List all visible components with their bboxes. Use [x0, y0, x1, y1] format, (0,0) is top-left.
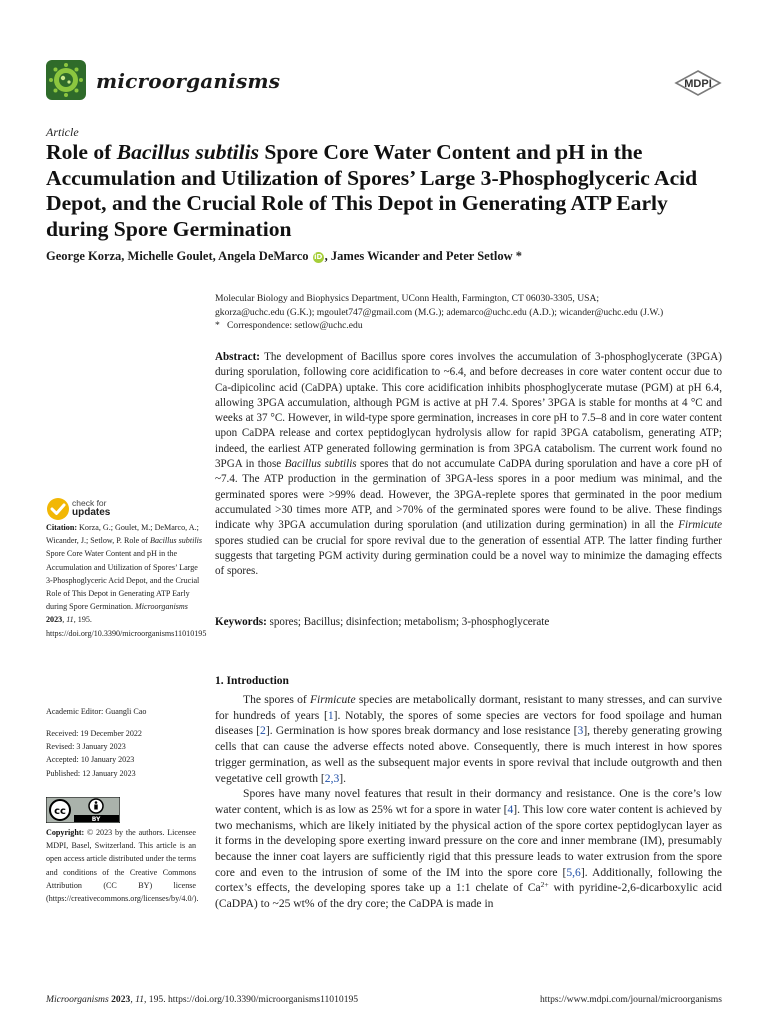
- journal-header: [46, 60, 722, 104]
- copyright-notice: [46, 826, 199, 905]
- superscript: 2+: [540, 880, 549, 890]
- footer-journal-url[interactable]: https://www.mdpi.com/journal/microorganisms: [540, 994, 722, 1005]
- mdpi-logo-text: MDPI: [684, 78, 712, 90]
- authors-text: , James Wicander and Peter Setlow *: [324, 249, 522, 263]
- affiliation-line: Molecular Biology and Biophysics Department, UConn Health, Farmington, CT 06030-3305, USA;: [215, 293, 600, 304]
- text-run: The spores of: [243, 693, 310, 706]
- journal-name: microorganisms: [96, 69, 281, 93]
- check-updates-icon: [46, 497, 70, 521]
- citation-volume: , 11: [62, 615, 74, 625]
- author-emails: gkorza@uchc.edu (G.K.); mgoulet747@gmail.com (M.G.); ademarco@uchc.edu (A.D.); wicander@uchc.edu (J.W.): [215, 306, 664, 318]
- citation-block: [46, 521, 206, 640]
- cc-text: cc: [54, 806, 66, 817]
- citation-journal: Microorganisms: [135, 602, 188, 612]
- text-run: Spores have many novel features that result in their dormancy and resistance. One is the core’s low water content, which is as low as 25% wt for a spore in water [: [215, 787, 722, 816]
- reference-link[interactable]: 5,6: [566, 865, 581, 879]
- date-received: Received: 19 December 2022: [46, 729, 142, 738]
- text-run: ]. Germination is how spores break dormancy and lose resistance [: [265, 724, 578, 738]
- academic-editor: Academic Editor: Guangli Cao: [46, 707, 147, 716]
- reference-link[interactable]: 3: [577, 724, 584, 738]
- mdpi-logo-icon: [674, 70, 722, 96]
- author-list: [46, 249, 522, 264]
- keywords-text: spores; Bacillus; disinfection; metabolism; 3-phosphoglycerate: [266, 616, 550, 628]
- title-species: Bacillus subtilis: [116, 140, 259, 164]
- date-accepted: Accepted: 10 January 2023: [46, 755, 135, 765]
- copyright-text: © 2023 by the authors. Licensee MDPI, Basel, Switzerland. This article is an open access article distributed under the terms and conditions of the Creative Commons Attribution (CC BY) license (https://creativecommons.org/licenses/by/4.0/).: [46, 828, 199, 904]
- abstract-text: spores that do not accumulate CaDPA during sporulation and have a core pH of ~7.4. The ATP production in the germination of 3PGA-less spores in a poor medium was minimal, and the germinated spores were >99% dead. However, the 3PGA-replete spores that germinated in the poor medium accumulated >30 times more ATP, and >70% of the germinated spores were found to be alive. These findings indicate why 3PGA accumulation during sporulation (and utilization during germination) in all the: [215, 458, 722, 532]
- microorganisms-logo-icon: [46, 60, 86, 100]
- publication-dates: [46, 727, 206, 780]
- orcid-icon[interactable]: iD: [314, 253, 323, 261]
- affiliation-block: [215, 292, 725, 333]
- check-updates-line: updates: [72, 507, 111, 519]
- abstract-label: Abstract:: [215, 351, 260, 363]
- title-part: Role of: [46, 140, 117, 164]
- paper-title: [46, 140, 726, 242]
- copyright-label: Copyright:: [46, 828, 85, 837]
- authors-text: George Korza, Michelle Goulet, Angela DeMarco: [46, 249, 309, 263]
- citation-doi[interactable]: , 195. https://doi.org/10.3390/microorganisms11010195: [46, 615, 207, 638]
- article-type: Article: [46, 125, 79, 139]
- introduction-body: [215, 692, 722, 912]
- text-run: species are metabolically dormant, resistant to many stresses, and can survive for hundreds of years [: [215, 693, 722, 722]
- check-for-updates-button[interactable]: [46, 497, 136, 523]
- date-published: Published: 12 January 2023: [46, 768, 136, 778]
- reference-link[interactable]: 2: [260, 724, 266, 738]
- paragraph: [215, 786, 722, 912]
- abstract-species: Bacillus subtilis: [284, 458, 357, 471]
- citation-species: Bacillus subtilis: [150, 536, 202, 546]
- text-run: ]. Additionally, following the cortex’s effects, the developing spores take up a 1:1 chelate of Ca: [215, 865, 722, 895]
- correspondence-star: *: [215, 320, 220, 332]
- abstract-text: spores studied can be crucial for spore revival due to the generation of essential ATP. The latter finding further suggests that targeting PGM activity during germination could be a novel way to minimize the damaging effects of spores.: [215, 534, 722, 578]
- citation-text: Korza, G.; Goulet, M.; DeMarco, A.; Wicander, J.; Setlow, P. Role of: [46, 523, 199, 546]
- citation-label: Citation:: [46, 523, 78, 532]
- correspondence-email: Correspondence: setlow@uchc.edu: [227, 320, 363, 332]
- footer-citation: [46, 994, 358, 1005]
- check-updates-line: check for: [72, 498, 107, 508]
- cc-by-license-icon[interactable]: [46, 797, 120, 823]
- text-run: ]. This low core water content is achieved by two mechanisms, which are likely initiated by the physical action of the spore cortex peptidoglycan layer as it forms in the developing spore exerting inward pressure on the core and inner membrane (IM), presumably because the inner coat layers are sufficiently rigid that this pressure leads to water extrusion from the spore core and even to the intrusion of some of the IM into the spore core [: [215, 802, 722, 879]
- text-run: ], thereby generating growing cells that can cause the adverse effects noted above. Consequently, there is much interest in how spores trigger germination, as well as the subsequent major events in spore revival that include outgrowth and then vegetative cell growth [: [215, 724, 722, 785]
- keywords: [215, 615, 722, 630]
- by-text: BY: [91, 816, 101, 823]
- reference-link[interactable]: 4: [507, 802, 514, 816]
- text-run: ]. Notably, the spores of some species are vectors for food spoilage and human diseases [: [215, 708, 722, 738]
- correspondence-line: [215, 319, 725, 333]
- check-updates-label: [72, 499, 110, 518]
- citation-year: 2023: [46, 615, 63, 625]
- footer-year: 2023: [108, 994, 131, 1005]
- text-run: with pyridine-2,6-dicarboxylic acid (CaDPA) to ~25 wt% of the dry core; the CaDPA is made in: [215, 881, 722, 911]
- reference-link[interactable]: 1: [327, 708, 334, 722]
- keywords-label: Keywords:: [215, 616, 267, 628]
- title-part: Spore Core Water Content and pH in the Accumulation and Utilization of Spores’ Large 3-Phosphoglyceric Acid Depot, and the Crucial Role of This Depot in Generating ATP Early during Spore Germination: [46, 140, 698, 241]
- footer-volume: , 11: [130, 994, 144, 1005]
- abstract-text: The development of Bacillus spore cores involves the accumulation of 3-phosphoglycerate (3PGA) during sporulation, following core acidification to ~6.4, and before decreases in core water content occur due to Ca-dipicolinc acid (CaDPA) uptake. This core acidification inhibits phosphoglycerate mutase (PGM) at pH 6.4, allowing 3PGA accumulation, although PGM is active at pH 7.4. Spores’ 3PGA is stable for months at 4 °C and weeks at 37 °C. However, in wild-type spore germination, increases in core pH to 7.5–8 and in core water content upon CaDPA release and cortex peptidoglycan hydrolysis allow for rapid 3PGA catabolism, generating ATP; indeed, the earliest ATP generated following germination is from 3PGA catabolism. The current work found no 3PGA in those: [215, 351, 722, 471]
- species-name: Firmicute: [309, 693, 356, 706]
- abstract-species: Firmicute: [678, 519, 722, 532]
- abstract: [215, 350, 722, 579]
- reference-link[interactable]: 2,3: [324, 771, 340, 785]
- citation-text: Spore Core Water Content and pH in the Accumulation and Utilization of Spores’ Large 3-Phosphoglyceric Acid Depot, and the Crucial Role of This Depot in Generating ATP Early during Spore Germination.: [46, 549, 200, 612]
- text-run: ].: [339, 771, 347, 785]
- paragraph: [215, 692, 722, 786]
- date-revised: Revised: 3 January 2023: [46, 742, 126, 752]
- footer-journal: Microorganisms: [46, 994, 109, 1005]
- footer-doi[interactable]: , 195. https://doi.org/10.3390/microorganisms11010195: [144, 994, 359, 1005]
- section-heading: 1. Introduction: [215, 675, 289, 687]
